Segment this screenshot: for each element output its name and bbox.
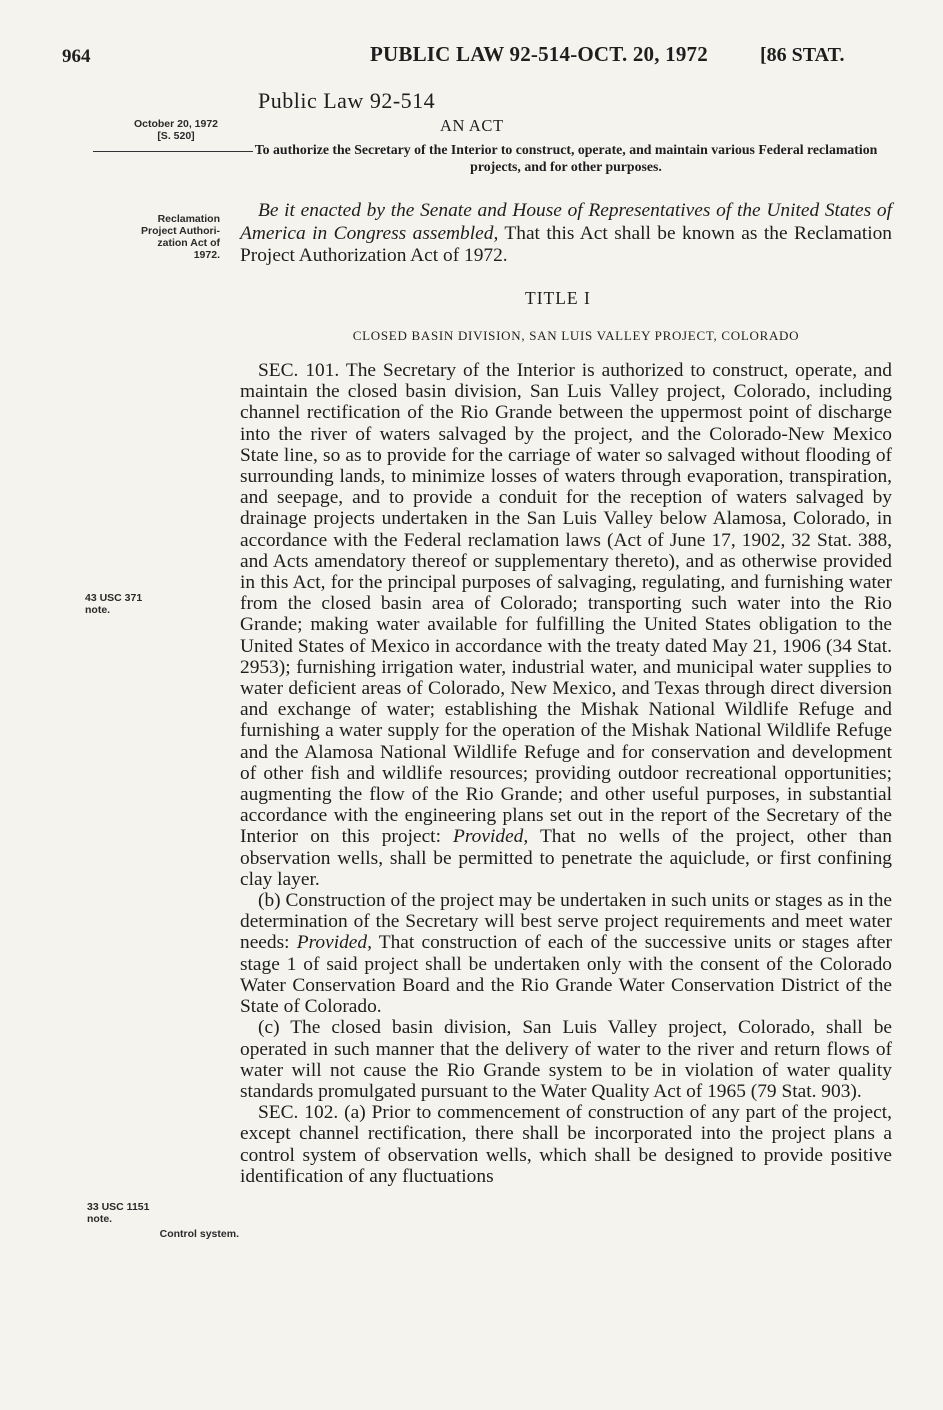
margin-note-33-usc: [87, 1201, 202, 1225]
page-number: 964: [62, 46, 91, 67]
enacting-clause: [240, 200, 892, 268]
paragraph-text: That construction of each of the successive units or stages after stage 1 of said project shall be undertaken only with the consent of the Colorado Water Conservation Board and the Rio Grande Water Conservation District of the State of Colorado.: [240, 932, 892, 1018]
volume-reference: [86 STAT.: [760, 44, 845, 66]
margin-line: 33 USC 1151: [87, 1201, 150, 1213]
section-101-b: [240, 890, 892, 1017]
margin-line: 1972.: [193, 249, 220, 261]
act-label: AN ACT: [440, 116, 504, 135]
margin-note-date: [100, 118, 252, 142]
section-101-c: [240, 1017, 892, 1102]
margin-note-short-title: [80, 213, 220, 261]
margin-line: Control system.: [159, 1228, 239, 1240]
margin-line: Project Authori-: [141, 225, 220, 237]
margin-divider: [93, 151, 253, 152]
paragraph-text: The Secretary of the Interior is authorized to construct, operate, and maintain the closed basin division, San Luis Valley project, Colorado, including channel rectification of the Rio Grande between the uppermost point of discharge into the river of waters salvaged by the project, and the Colorado-New Mexico State line, so as to provide for the carriage of water so salvaged without flooding of surrounding lands, to minimize losses of waters through evaporation, transpiration, and seepage, and to provide a conduit for the reception of waters salvaged by drainage projects undertaken in the San Luis Valley below Alamosa, Colorado, in accordance with the Federal reclamation laws (Act of June 17, 1902, 32 Stat. 388, and Acts amendatory thereof or supplementary thereto), and as otherwise provided in this Act, for the principal purposes of salvaging, regulating, and furnishing water from the closed basin area of Colorado; transporting such water into the Rio Grande; making water available for fulfilling the United States obligation to the United States of Mexico in accordance with the treaty dated May 21, 1906 (34 Stat. 2953); furnishing irrigation water, industrial water, and municipal water supplies to water deficient areas of Colorado, New Mexico, and Texas through direct diversion and exchange of water; establishing the Mishak National Wildlife Refuge and furnishing a water supply for the operation of the Mishak National Wildlife Refuge and the Alamosa National Wildlife Refuge and for conservation and development of other fish and wildlife resources; providing outdoor recreational opportunities; augmenting the flow of the Rio Grande; and other useful purposes, in substantial accordance with the engineering plans set out in the report of the Secretary of the Interior on this project:: [240, 360, 892, 848]
running-title: PUBLIC LAW 92-514-OCT. 20, 1972: [370, 42, 708, 66]
margin-note-43-usc: [85, 592, 200, 616]
margin-line: note.: [87, 1213, 113, 1225]
title-heading: TITLE I: [525, 288, 591, 308]
enacting-formula: Be it enacted by the Senate and House of Representatives of the United States of America in Congress assembled,: [240, 200, 892, 244]
public-law-label: Public Law 92-514: [258, 88, 436, 113]
margin-line: 43 USC 371: [85, 592, 143, 604]
section-label: SEC. 101.: [258, 360, 340, 381]
margin-bill-number: [S. 520]: [157, 130, 195, 142]
paragraph-text: That no wells of the project, other than observation wells, shall be permitted to penetrate the aquiclude, or first confining clay layer.: [240, 826, 892, 890]
section-101-a: [240, 360, 892, 890]
division-heading: CLOSED BASIN DIVISION, SAN LUIS VALLEY PROJECT, COLORADO: [352, 328, 800, 343]
act-purpose: To authorize the Secretary of the Interior to construct, operate, and maintain various Federal reclamation projects, and for other purposes.: [254, 142, 878, 174]
margin-line: Reclamation: [157, 213, 220, 225]
paragraph-text: (c) The closed basin division, San Luis Valley project, Colorado, shall be operated in such manner that the delivery of water to the river and return flows of water will not cause the Rio Grande system to be in violation of water quality standards promulgated pursuant to the Water Quality Act of 1965 (79 Stat. 903).: [240, 1017, 892, 1102]
paragraph-text: (b) Construction of the project may be undertaken in such units or stages as in the determination of the Secretary will best serve project requirements and meet water needs:: [240, 890, 892, 954]
short-title-sentence: That this Act shall be known as the Reclamation Project Authorization Act of 1972.: [240, 222, 893, 266]
paragraph-text: (a) Prior to commencement of construction of any part of the project, except channel rectification, there shall be incorporated into the project plans a control system of observation wells, which shall be designed to provide positive identification of any fluctuations: [240, 1102, 892, 1187]
proviso-word: Provided,: [296, 932, 372, 954]
proviso-word: Provided,: [453, 826, 529, 848]
margin-date-text: October 20, 1972: [133, 118, 219, 130]
margin-line: note.: [85, 604, 111, 616]
margin-line: zation Act of: [157, 237, 220, 249]
statute-body: [240, 360, 892, 1187]
margin-note-control-system: [79, 1228, 239, 1240]
section-label: SEC. 102.: [258, 1102, 339, 1124]
section-102-a: [240, 1102, 892, 1187]
